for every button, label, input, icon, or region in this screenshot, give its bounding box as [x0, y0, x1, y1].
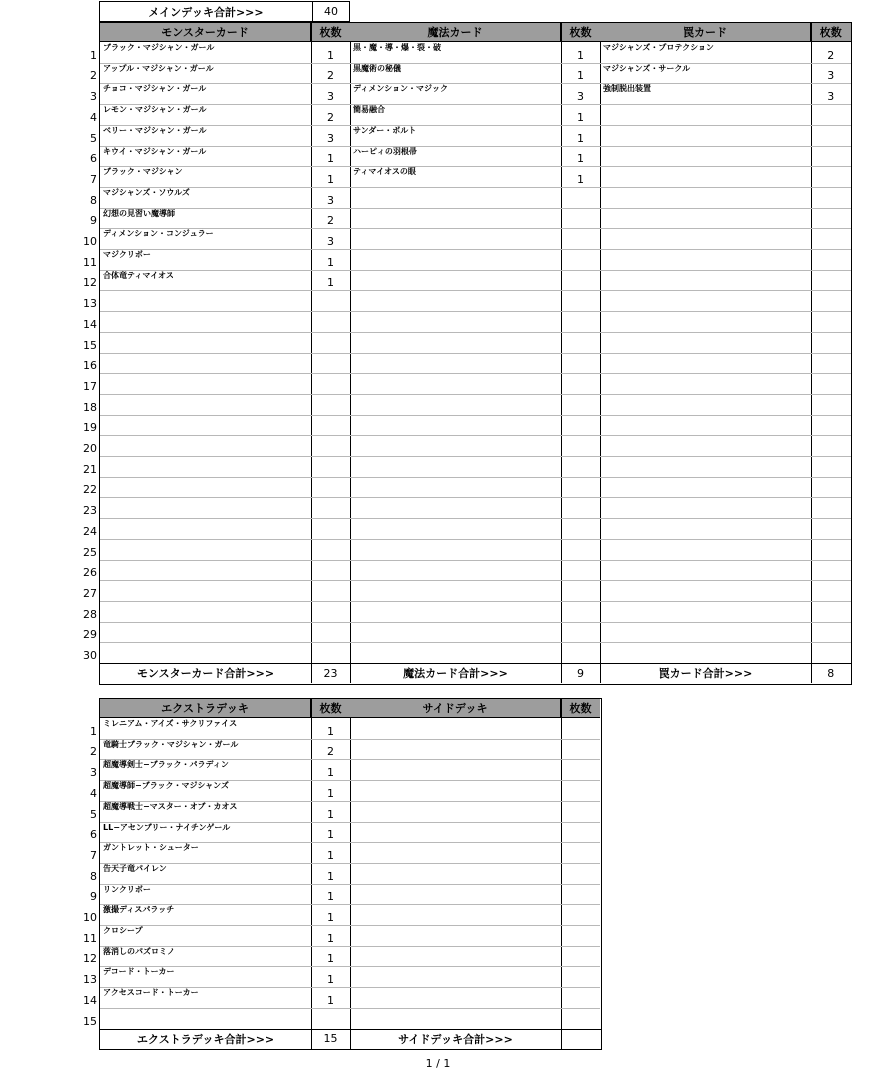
extra-card-qty: 1 — [327, 931, 334, 945]
spell-row-line — [350, 642, 600, 643]
trap-row-line — [600, 415, 851, 416]
monster-card-qty: 3 — [327, 131, 334, 145]
row-number: 13 — [83, 973, 97, 987]
trap-row-line — [600, 311, 851, 312]
monster-card-qty: 1 — [327, 172, 334, 186]
spell-row-line — [350, 580, 600, 581]
trap-row-line — [600, 146, 851, 147]
trap-row-line — [600, 208, 851, 209]
row-number: 20 — [83, 442, 97, 455]
monster-card-qty: 1 — [327, 152, 334, 166]
trap-card-qty: 2 — [827, 48, 835, 62]
row-number: 2 — [90, 69, 97, 83]
table-footer-border — [100, 663, 851, 683]
spell-row-line — [350, 104, 600, 105]
trap-row-line — [600, 353, 851, 354]
extra-card-name: デコード・トーカー — [103, 967, 175, 977]
extra-card-name: ミレニアム・アイズ・サクリファイス — [103, 719, 238, 728]
monster-row-line — [100, 601, 350, 602]
side-row-line — [350, 925, 600, 926]
side-row-line — [350, 801, 600, 802]
monster-card-name: ブラック・マジシャン・ガール — [103, 43, 215, 52]
monster-row-line — [100, 477, 350, 478]
trap-row-line — [600, 497, 851, 498]
row-number: 12 — [83, 952, 97, 966]
trap-card-name: マジシャンズ・プロテクション — [603, 43, 714, 52]
spell-card-qty: 1 — [577, 69, 584, 83]
monster-row-line — [100, 580, 350, 581]
side-total-label: サイドデッキ合計>>> — [398, 1032, 513, 1046]
spell-row-line — [350, 622, 600, 623]
row-number: 15 — [83, 338, 97, 352]
side-row-line — [350, 780, 600, 781]
row-number: 11 — [83, 931, 97, 945]
extra-card-name: リンクリボー — [103, 884, 151, 894]
monster-card-name: キウイ・マジシャン・ガール — [103, 146, 207, 156]
extra-card-qty: 1 — [327, 952, 334, 966]
spell-qty-header: 枚数 — [561, 23, 600, 42]
side-header: サイドデッキ — [350, 699, 561, 718]
spell-row-line — [350, 601, 600, 602]
row-number: 19 — [83, 421, 97, 435]
spell-card-name: 黒魔術の秘儀 — [353, 63, 401, 73]
extra-card-qty: 1 — [327, 724, 334, 738]
side-row-line — [350, 987, 600, 988]
monster-row-line — [100, 311, 350, 312]
spell-card-qty: 1 — [577, 110, 584, 124]
row-number: 3 — [90, 766, 97, 780]
extra-card-qty: 2 — [327, 745, 334, 759]
monster-row-line — [100, 456, 350, 457]
extra-card-name: 超魔導師−ブラック・マジシャンズ — [103, 781, 229, 791]
row-number: 14 — [83, 993, 97, 1007]
monster-card-name: 幻想の見習い魔導師 — [103, 208, 175, 218]
extra-card-qty: 1 — [327, 807, 334, 821]
extra-side-deck-table — [99, 698, 602, 1050]
extra-card-qty: 1 — [327, 993, 334, 1007]
row-number: 8 — [90, 193, 97, 207]
spell-row-line — [350, 394, 600, 395]
row-number: 26 — [83, 566, 97, 580]
extra-card-qty: 1 — [327, 973, 334, 987]
row-number: 6 — [90, 828, 97, 842]
spell-row-line — [350, 373, 600, 374]
row-number: 27 — [83, 586, 97, 600]
spell-header: 魔法カード — [350, 23, 561, 42]
row-number: 3 — [90, 90, 97, 104]
side-row-line — [350, 1008, 600, 1009]
trap-header: 罠カード — [600, 23, 811, 42]
spell-row-line — [350, 560, 600, 561]
spell-row-line — [350, 228, 600, 229]
trap-row-line — [600, 104, 851, 105]
row-number: 9 — [90, 214, 97, 228]
trap-row-line — [600, 373, 851, 374]
monster-card-qty: 2 — [327, 69, 334, 83]
side-row-line — [350, 863, 600, 864]
main-deck-total-value: 40 — [324, 5, 338, 18]
row-number: 24 — [83, 524, 97, 538]
extra-card-qty: 1 — [327, 869, 334, 883]
monster-row-line — [100, 560, 350, 561]
spell-row-line — [350, 539, 600, 540]
monster-card-name: マジクリボー — [103, 250, 151, 259]
trap-row-line — [600, 560, 851, 561]
monster-card-qty: 1 — [327, 276, 334, 290]
spell-total-value: 9 — [577, 666, 584, 680]
monster-card-qty: 3 — [327, 90, 334, 104]
monster-row-line — [100, 622, 350, 623]
extra-qty-header: 枚数 — [311, 699, 350, 718]
monster-row-line — [100, 518, 350, 519]
side-row-line — [350, 884, 600, 885]
trap-row-line — [600, 518, 851, 519]
monster-row-line — [100, 394, 350, 395]
trap-row-line — [600, 187, 851, 188]
monster-row-line — [100, 373, 350, 374]
extra-card-name: クロシープ — [103, 926, 143, 935]
trap-row-line — [600, 642, 851, 643]
extra-card-name: ガントレット・シューター — [103, 843, 199, 853]
monster-card-qty: 1 — [327, 255, 334, 269]
row-number: 10 — [83, 235, 97, 248]
spell-row-line — [350, 187, 600, 188]
spell-row-line — [350, 290, 600, 291]
extra-card-name: 落消しのパズロミノ — [103, 946, 175, 956]
row-number: 4 — [90, 110, 97, 124]
row-number: 7 — [90, 172, 97, 186]
trap-row-line — [600, 601, 851, 602]
spell-row-line — [350, 456, 600, 457]
trap-row-line — [600, 477, 851, 478]
extra-row-line — [100, 1008, 350, 1009]
main-deck-total-box — [99, 1, 350, 22]
extra-card-qty: 1 — [327, 786, 334, 800]
extra-card-name: 竜騎士ブラック・マジシャン・ガール — [103, 739, 239, 749]
monster-row-line — [100, 435, 350, 436]
trap-total-value: 8 — [827, 666, 835, 680]
trap-row-line — [600, 290, 851, 291]
row-number: 23 — [83, 504, 97, 518]
spell-total-label: 魔法カード合計>>> — [403, 667, 508, 680]
side-row-line — [350, 842, 600, 843]
extra-card-name: 告天子竜パイレン — [103, 863, 167, 873]
monster-card-qty: 2 — [327, 214, 334, 228]
spell-row-line — [350, 435, 600, 436]
monster-card-name: アップル・マジシャン・ガール — [103, 63, 214, 73]
spell-card-name: ティマイオスの眼 — [353, 167, 416, 177]
row-number: 10 — [83, 911, 97, 924]
monster-card-qty: 1 — [327, 48, 334, 62]
side-row-line — [350, 822, 600, 823]
trap-qty-header: 枚数 — [811, 23, 851, 42]
spell-card-name: サンダー・ボルト — [353, 125, 417, 135]
monster-total-label: モンスターカード合計>>> — [136, 667, 275, 680]
row-number: 4 — [90, 786, 97, 800]
row-number: 13 — [83, 297, 97, 311]
trap-card-name: 強制脱出装置 — [603, 84, 651, 94]
monster-card-name: ディメンション・コンジュラー — [103, 229, 214, 239]
trap-row-line — [600, 622, 851, 623]
spell-row-line — [350, 518, 600, 519]
spell-card-qty: 1 — [577, 48, 584, 62]
row-number: 12 — [83, 276, 97, 290]
monster-row-line — [100, 415, 350, 416]
extra-card-qty: 1 — [327, 890, 334, 904]
side-row-line — [350, 966, 600, 967]
monster-card-qty: 3 — [327, 193, 334, 207]
monster-header: モンスターカード — [100, 23, 311, 42]
trap-row-line — [600, 270, 851, 271]
spell-row-line — [350, 332, 600, 333]
row-number: 11 — [83, 255, 97, 269]
page-number: 1 / 1 — [425, 1057, 451, 1070]
row-number: 1 — [90, 48, 97, 62]
row-number: 16 — [83, 359, 97, 373]
row-number: 2 — [90, 745, 97, 759]
trap-row-line — [600, 580, 851, 581]
row-number: 15 — [83, 1014, 97, 1028]
trap-row-line — [600, 394, 851, 395]
row-number: 9 — [90, 890, 97, 904]
row-number: 8 — [90, 869, 97, 883]
monster-card-name: マジシャンズ・ソウルズ — [103, 187, 190, 197]
spell-row-line — [350, 208, 600, 209]
row-number: 29 — [83, 628, 97, 642]
row-number: 30 — [83, 649, 97, 662]
monster-card-name: チョコ・マジシャン・ガール — [103, 84, 207, 94]
trap-row-line — [600, 332, 851, 333]
trap-card-qty: 3 — [827, 90, 835, 104]
monster-card-qty: 3 — [327, 235, 334, 248]
monster-total-value: 23 — [323, 666, 338, 680]
row-number: 14 — [83, 317, 97, 331]
monster-card-name: 合体竜ティマイオス — [103, 270, 174, 280]
trap-row-line — [600, 166, 851, 167]
extra-section-border — [350, 699, 351, 1049]
trap-row-line — [600, 249, 851, 250]
monster-row-line — [100, 290, 350, 291]
extra-card-name: LL−アセンブリー・ナイチンゲール — [103, 822, 231, 832]
extra-card-qty: 1 — [327, 848, 334, 862]
trap-row-line — [600, 539, 851, 540]
side-row-line — [350, 759, 600, 760]
extra-card-qty: 1 — [327, 766, 334, 780]
monster-row-line — [100, 332, 350, 333]
side-row-line — [350, 904, 600, 905]
trap-row-line — [600, 435, 851, 436]
row-number: 25 — [83, 545, 97, 559]
trap-divider — [811, 23, 812, 663]
spell-row-line — [350, 497, 600, 498]
spell-card-qty: 1 — [577, 152, 584, 166]
extra-card-name: 激撮ディスパラッチ — [103, 905, 175, 915]
monster-card-qty: 2 — [327, 110, 334, 124]
spell-card-qty: 1 — [577, 172, 584, 186]
spell-card-name: 簡易融合 — [353, 105, 385, 115]
monster-row-line — [100, 642, 350, 643]
extra-total-value: 15 — [323, 1032, 338, 1045]
trap-row-line — [600, 456, 851, 457]
spell-row-line — [350, 311, 600, 312]
monster-row-line — [100, 497, 350, 498]
spell-row-line — [350, 270, 600, 271]
monster-card-name: ブラック・マジシャン — [103, 167, 183, 177]
row-number: 22 — [83, 483, 97, 497]
spell-card-name: ディメンション・マジック — [353, 84, 448, 94]
monster-card-name: ベリー・マジシャン・ガール — [103, 125, 207, 135]
extra-card-name: アクセスコード・トーカー — [103, 988, 199, 998]
row-number: 5 — [90, 807, 97, 821]
monster-qty-header: 枚数 — [311, 23, 350, 42]
trap-total-label: 罠カード合計>>> — [658, 667, 753, 680]
trap-row-line — [600, 228, 851, 229]
trap-row-line — [600, 125, 851, 126]
spell-row-line — [350, 353, 600, 354]
monster-row-line — [100, 539, 350, 540]
spell-row-line — [350, 477, 600, 478]
extra-card-name: 超魔導剣士−ブラック・パラディン — [103, 760, 229, 770]
monster-card-name: レモン・マジシャン・ガール — [103, 105, 207, 115]
table-footer-border — [100, 1029, 601, 1049]
extra-card-name: 超魔導戦士−マスター・オブ・カオス — [103, 801, 238, 811]
main-deck-table — [99, 22, 852, 685]
row-number: 17 — [83, 379, 97, 393]
trap-card-name: マジシャンズ・サークル — [603, 63, 691, 73]
side-qty-header: 枚数 — [561, 699, 600, 718]
row-number: 6 — [90, 152, 97, 166]
row-number: 28 — [83, 607, 97, 621]
spell-card-name: 黒・魔・導・爆・裂・破 — [353, 43, 441, 52]
side-row-line — [350, 739, 600, 740]
side-row-line — [350, 946, 600, 947]
row-number: 1 — [90, 724, 97, 738]
row-number: 21 — [83, 462, 97, 476]
spell-row-line — [350, 415, 600, 416]
spell-card-name: ハーピィの羽根帚 — [353, 146, 417, 156]
main-deck-total-label: メインデッキ合計>>> — [100, 2, 313, 21]
monster-row-line — [100, 353, 350, 354]
trap-card-qty: 3 — [827, 69, 835, 83]
extra-total-label: エクストラデッキ合計>>> — [136, 1032, 275, 1046]
row-number: 18 — [83, 400, 97, 414]
spell-card-qty: 1 — [577, 131, 584, 145]
spell-card-qty: 3 — [577, 90, 584, 104]
row-number: 5 — [90, 131, 97, 145]
spell-row-line — [350, 249, 600, 250]
extra-header: エクストラデッキ — [100, 699, 311, 718]
extra-card-qty: 1 — [327, 828, 334, 842]
row-number: 7 — [90, 848, 97, 862]
extra-card-qty: 1 — [327, 911, 334, 924]
